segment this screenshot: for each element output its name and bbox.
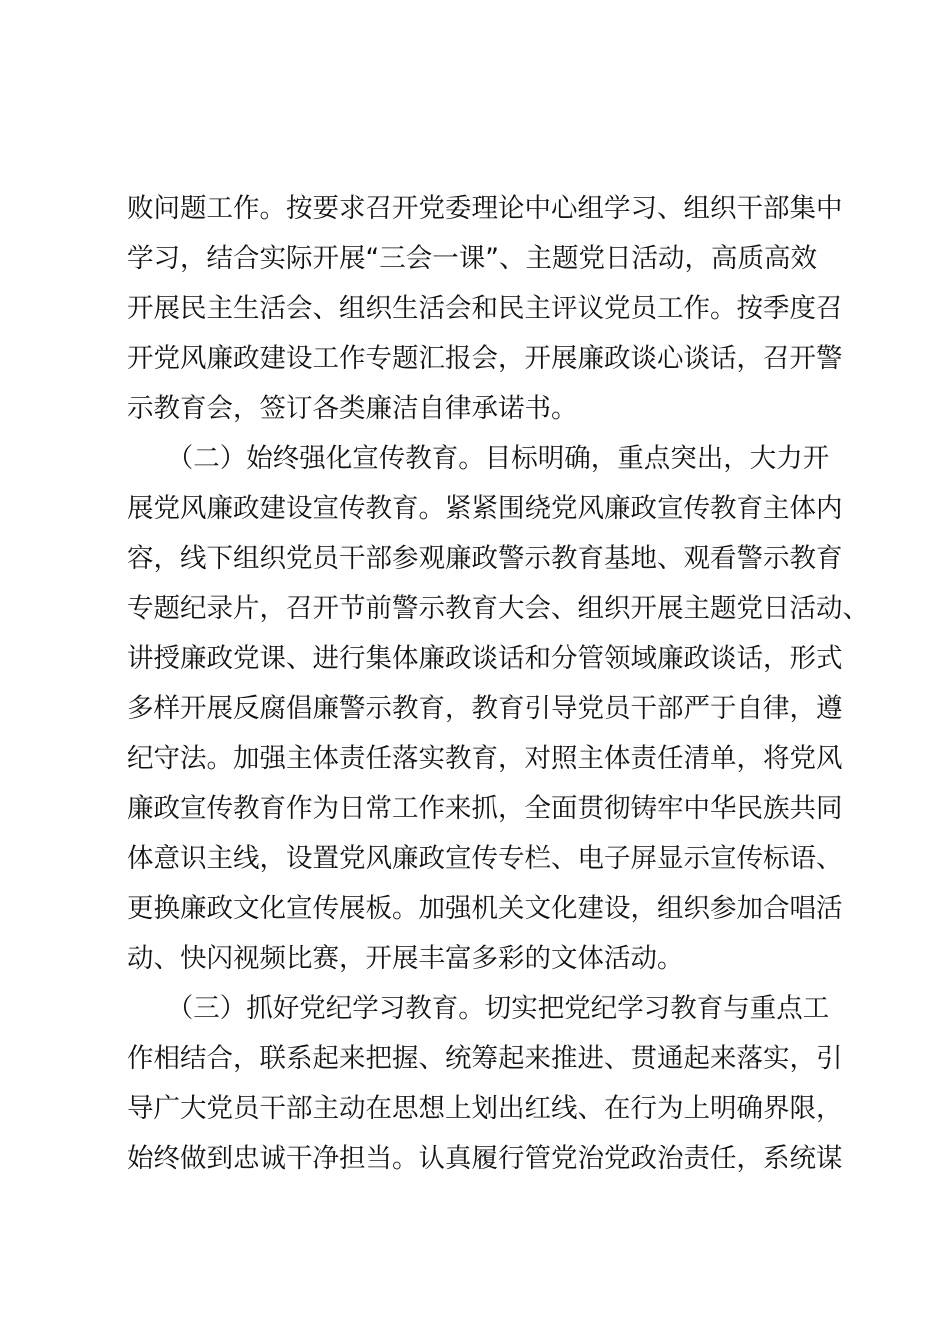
text-line: 廉政宣传教育作为日常工作来抓，全面贯彻铸牢中华民族共同 <box>127 793 843 824</box>
text-line: 导广大党员干部主动在思想上划出红线、在行为上明确界限， <box>127 1093 843 1124</box>
text-line: 容，线下组织党员干部参观廉政警示教育基地、观看警示教育 <box>127 543 843 574</box>
text-line: 体意识主线，设置党风廉政宣传专栏、电子屏显示宣传标语、 <box>127 843 843 874</box>
section-heading-line: （二）始终强化宣传教育。目标明确，重点突出，大力开 <box>127 443 830 474</box>
document-body <box>127 184 869 1184</box>
text-line: 开展民主生活会、组织生活会和民主评议党员工作。按季度召 <box>127 293 843 324</box>
text-line: 讲授廉政党课、进行集体廉政谈话和分管领域廉政谈话，形式 <box>127 643 843 674</box>
section-heading-line: （三）抓好党纪学习教育。切实把党纪学习教育与重点工 <box>127 993 830 1024</box>
text-line: 专题纪录片，召开节前警示教育大会、组织开展主题党日活动、 <box>127 593 869 624</box>
text-line: 败问题工作。按要求召开党委理论中心组学习、组织干部集中 <box>127 193 843 224</box>
text-line: 动、快闪视频比赛，开展丰富多彩的文体活动。 <box>127 943 684 974</box>
text-line: 作相结合，联系起来把握、统筹起来推进、贯通起来落实，引 <box>127 1043 843 1074</box>
text-line: 开党风廉政建设工作专题汇报会，开展廉政谈心谈话，召开警 <box>127 343 843 374</box>
text-line: 始终做到忠诚干净担当。认真履行管党治党政治责任，系统谋 <box>127 1143 843 1174</box>
text-line: 多样开展反腐倡廉警示教育，教育引导党员干部严于自律，遵 <box>127 693 843 724</box>
text-line: 学习，结合实际开展“三会一课”、主题党日活动，高质高效 <box>127 243 817 274</box>
text-line: 展党风廉政建设宣传教育。紧紧围绕党风廉政宣传教育主体内 <box>127 493 843 524</box>
text-line: 纪守法。加强主体责任落实教育，对照主体责任清单，将党风 <box>127 743 843 774</box>
text-line: 更换廉政文化宣传展板。加强机关文化建设，组织参加合唱活 <box>127 893 843 924</box>
text-line: 示教育会，签订各类廉洁自律承诺书。 <box>127 393 578 424</box>
